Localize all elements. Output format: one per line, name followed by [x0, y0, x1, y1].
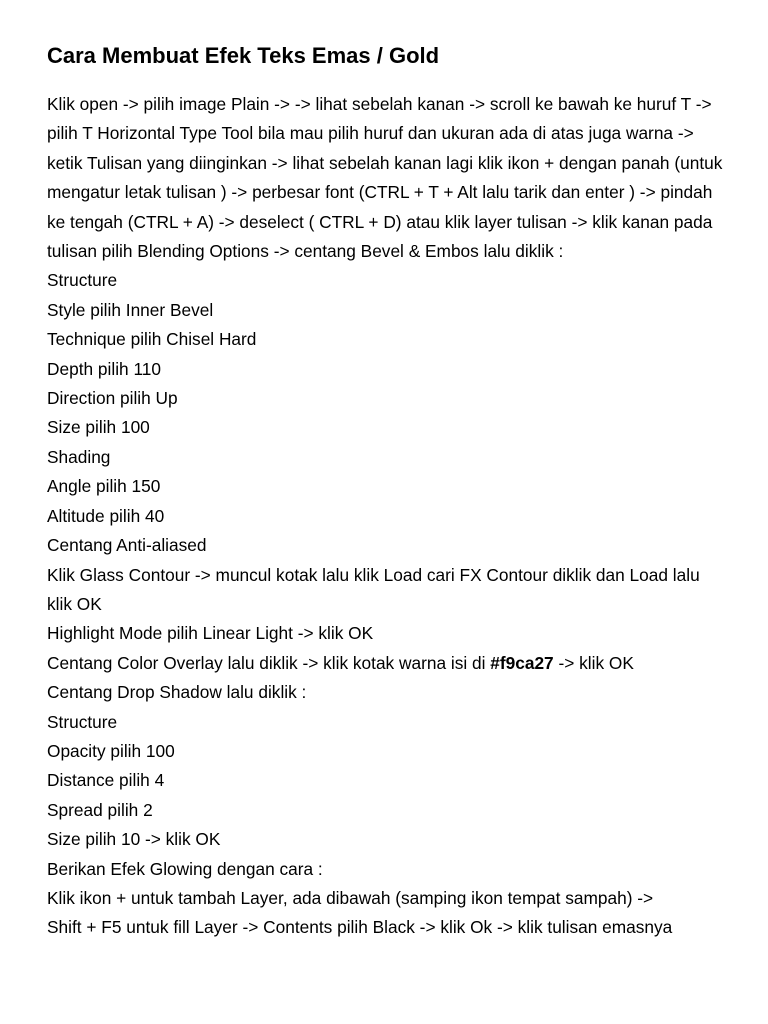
intro-paragraph: Klik open -> pilih image Plain -> -> lihat sebelah kanan -> scroll ke bawah ke huruf T -> pilih T Horizontal Type Tool bila mau pilih huruf dan ukuran ada di atas juga warna -> ketik Tulisan yang diinginkan -> lihat sebelah kanan lagi klik ikon + dengan panah (untuk mengatur letak tulisan ) -> perbesar font (CTRL + T + Alt lalu tarik dan enter ) -> pindah ke tengah (CTRL + A) -> deselect ( CTRL + D) atau klik layer tulisan -> klik kanan pada tulisan pilih Blending Options -> centang Bevel & Embos lalu diklik :: [47, 94, 723, 262]
color-overlay-text-end: -> klik OK: [553, 652, 634, 673]
drop-shadow-structure-heading: Structure: [47, 711, 118, 732]
bevel-depth-line: Depth pilih 110: [47, 358, 162, 379]
bevel-emboss-settings: [47, 266, 727, 648]
bevel-angle-line: Angle pilih 150: [47, 476, 161, 497]
color-overlay-text: Centang Color Overlay lalu diklik -> klik kotak warna isi di: [47, 652, 491, 673]
drop-shadow-opacity-line: Opacity pilih 100: [47, 740, 175, 761]
bevel-altitude-line: Altitude pilih 40: [47, 505, 165, 526]
color-overlay-line: [47, 649, 727, 678]
bevel-style-line: Style pilih Inner Bevel: [47, 299, 214, 320]
bevel-size-line: Size pilih 100: [47, 417, 150, 438]
bevel-direction-line: Direction pilih Up: [47, 388, 178, 409]
bevel-structure-heading: Structure: [47, 270, 118, 291]
bevel-technique-line: Technique pilih Chisel Hard: [47, 329, 257, 350]
drop-shadow-distance-line: Distance pilih 4: [47, 770, 165, 791]
drop-shadow-intro: Centang Drop Shadow lalu diklik :: [47, 682, 307, 703]
color-overlay-hex: #f9ca27: [490, 652, 554, 673]
document-title: Cara Membuat Efek Teks Emas / Gold: [47, 43, 440, 68]
bevel-glass-contour-line: Klik Glass Contour -> muncul kotak lalu klik Load cari FX Contour diklik dan Load lalu klik OK: [47, 564, 700, 614]
bevel-highlight-mode-line: Highlight Mode pilih Linear Light -> klik OK: [47, 623, 374, 644]
document-page: [47, 41, 727, 943]
bevel-anti-aliased-line: Centang Anti-aliased: [47, 535, 207, 556]
drop-shadow-size-line: Size pilih 10 -> klik OK: [47, 829, 221, 850]
glowing-intro: Berikan Efek Glowing dengan cara :: [47, 858, 323, 879]
glowing-steps: [47, 855, 727, 943]
drop-shadow-settings: [47, 678, 727, 854]
glowing-step-1: Klik ikon + untuk tambah Layer, ada dibawah (samping ikon tempat sampah) ->: [47, 887, 654, 908]
drop-shadow-spread-line: Spread pilih 2: [47, 799, 153, 820]
glowing-step-2: Shift + F5 untuk fill Layer -> Contents pilih Black -> klik Ok -> klik tulisan emasnya: [47, 917, 673, 938]
bevel-shading-heading: Shading: [47, 446, 111, 467]
